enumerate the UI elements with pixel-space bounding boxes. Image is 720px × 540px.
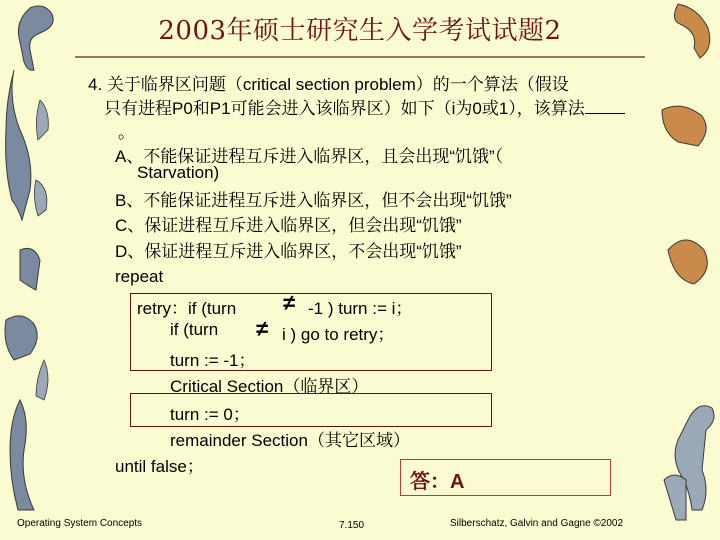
dinosaur-strip-right: [658, 0, 720, 540]
footer-book-title: Operating System Concepts: [17, 518, 143, 529]
question-line-2-text: 只有进程P0和P1可能会进入该临界区）如下（i为0或1），该算法: [104, 99, 585, 118]
option-a-continued: Starvation): [137, 163, 220, 182]
code-repeat: repeat: [115, 267, 164, 286]
not-equal-icon: ≠: [283, 290, 296, 315]
title-divider: [75, 56, 645, 58]
question-line-2: [104, 94, 625, 119]
dinosaur-strip-left: [0, 0, 62, 540]
page-title: 2003年硕士研究生入学考试试题2: [158, 16, 562, 46]
code-critical-section: Critical Section（临界区）: [170, 377, 369, 396]
option-c: C、保证进程互斥进入临界区，但会出现“饥饿”: [115, 216, 462, 235]
question-line-3: 。: [118, 123, 135, 142]
option-a: A、不能保证进程互斥进入临界区，且会出现“饥饿”（: [115, 147, 504, 166]
question-line-1: 4. 关于临界区问题（critical section problem）的一个算法（假设: [88, 75, 569, 94]
footer-page-number: 7.150: [339, 520, 365, 531]
code-if-condition: if (turn: [170, 320, 219, 339]
option-b: B、不能保证进程互斥进入临界区，但不会出现“饥饿”: [115, 191, 512, 210]
code-retry-condition: retry：if (turn: [137, 299, 237, 318]
code-remainder-section: remainder Section（其它区域）: [170, 431, 410, 450]
code-turn-minus-one: turn := -1；: [170, 351, 256, 370]
footer-authors: Silberschatz, Galvin and Gagne ©2002: [450, 518, 624, 529]
code-retry-action: -1 ) turn := i；: [308, 299, 413, 318]
not-equal-icon: ≠: [256, 316, 269, 341]
code-until: until false；: [115, 457, 204, 476]
answer-text: 答：A: [410, 471, 465, 493]
code-turn-zero: turn := 0；: [170, 405, 250, 424]
code-if-action: i ) go to retry；: [282, 325, 395, 344]
answer-blank: [585, 99, 625, 114]
option-d: D、保证进程互斥进入临界区，不会出现“饥饿”: [115, 242, 462, 261]
